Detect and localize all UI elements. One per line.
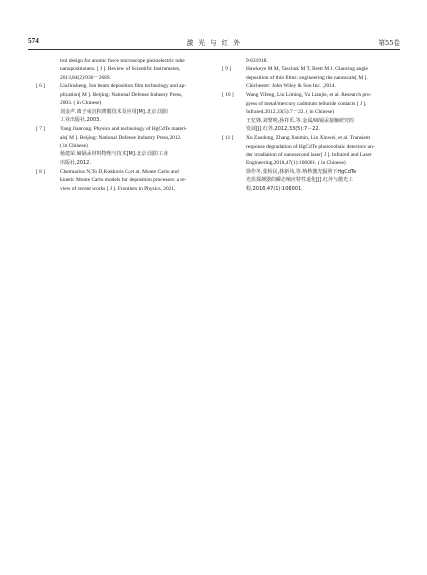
reference-line: 刘金声.离子束沉积薄膜技术及应用[M].北京:国防 <box>60 108 169 115</box>
reference-number: [ 9 ] <box>222 66 231 73</box>
reference-line: trol design for atomic force microscope piezoelectric tube <box>60 58 185 64</box>
reference-line: der irradiation of nanosecond laser[ J ]. Infrared and Laser <box>246 151 372 158</box>
reference-line: view of recent works [ J ]. Frontiers in Physics, 2021, <box>60 185 176 192</box>
reference-number: [ 6 ] <box>36 83 45 90</box>
reference-continuation <box>36 57 213 82</box>
reference-line: 2013,84(2):930－2689. <box>60 74 111 81</box>
reference-continuation <box>222 57 399 65</box>
reference-line: 2003. ( in Chinese) <box>60 100 102 107</box>
reference-7 <box>36 125 213 167</box>
page-number: 574 <box>28 37 39 45</box>
reference-line: Engineering,2018,47(1):106001. ( in Chinese) <box>246 160 346 167</box>
reference-line: Chichester: John Wiley & Son Inc. ,2014. <box>246 83 336 90</box>
reference-number: [ 11 ] <box>222 135 234 142</box>
reference-line: 程,2018,47(1):106001. <box>246 185 303 192</box>
left-reference-column <box>36 57 213 194</box>
reference-line: plication[ M ]. Beijing: National Defense Industry Press, <box>60 91 183 98</box>
reference-number: [ 8 ] <box>36 168 45 175</box>
reference-line: nanopositioners. [ J ]. Review of Scientific Instruments, <box>60 66 181 73</box>
reference-8 <box>36 168 213 193</box>
reference-9 <box>222 65 399 90</box>
reference-line: 徐作冬,张检民,林新伟,等.纳秒激光辐照下HgCdTe <box>246 168 357 175</box>
reference-number: [ 7 ] <box>36 126 45 133</box>
reference-line: response degradation of HgCdTe photovoltaic detectors un- <box>246 143 375 150</box>
reference-line: LiuJinsheng. Ion beam deposition film technology and ap- <box>60 83 187 90</box>
reference-line: als[ M ]. Beijing: National Defense Industry Press,2012. <box>60 134 182 141</box>
reference-10 <box>222 91 399 133</box>
reference-line: 杨建荣.碲镉汞材料物理与技术[M].北京:国防工业 <box>60 151 169 158</box>
volume-label: 第55卷 <box>378 39 400 47</box>
reference-line: Infrared,2012,33(5):7－22. ( in Chinese) <box>246 109 335 116</box>
reference-line: 王忆锋,刘黎明,孙祥乐,等.金属/碲镉汞接触研究的 <box>246 117 355 124</box>
reference-line: 光伏探测器的瞬态响应特性退化[J].红外与激光工 <box>246 177 353 184</box>
journal-title: 激 光 与 红 外 <box>186 39 242 47</box>
reference-line: kinetic Monte Carlo models for deposition processes: a re- <box>60 177 187 184</box>
running-header <box>28 37 400 49</box>
reference-line: ( in Chinese) <box>60 143 88 150</box>
reference-line: deposition of thin films: engineering the nanoscale[ M ]. <box>246 74 368 81</box>
reference-line: 发展[J].红外,2012,33(5):7－22. <box>246 126 321 133</box>
reference-line: Hawkeye M M, Taschuk M T, Brett M J. Glancing angle <box>246 66 368 73</box>
reference-number: [ 10 ] <box>222 92 234 99</box>
header-rule <box>28 49 400 50</box>
reference-line: 工业出版社,2003. <box>60 117 101 124</box>
reference-line: gress of metal/mercury cadmium telluride contacts [ J ]. <box>246 100 367 107</box>
reference-line: 出版社,2012. <box>60 159 91 166</box>
reference-line: Yang Jianrong. Physics and technology of HgCdTe materi- <box>60 126 187 133</box>
reference-line: 9:631918. <box>246 58 268 64</box>
right-reference-column <box>222 57 399 194</box>
reference-line: Cheimarios N,To D,Kokkoris G,et al. Monte Carlo and <box>60 168 179 175</box>
reference-line: Xu Zaodong, Zhang Jianmin, Lin Xinwei, et al. Transient <box>246 135 370 142</box>
reference-6 <box>36 82 213 124</box>
reference-line: Wang Yifeng, Liu Liming, Yu Lianjie, et al. Research pro- <box>246 92 372 99</box>
reference-11 <box>222 134 399 193</box>
